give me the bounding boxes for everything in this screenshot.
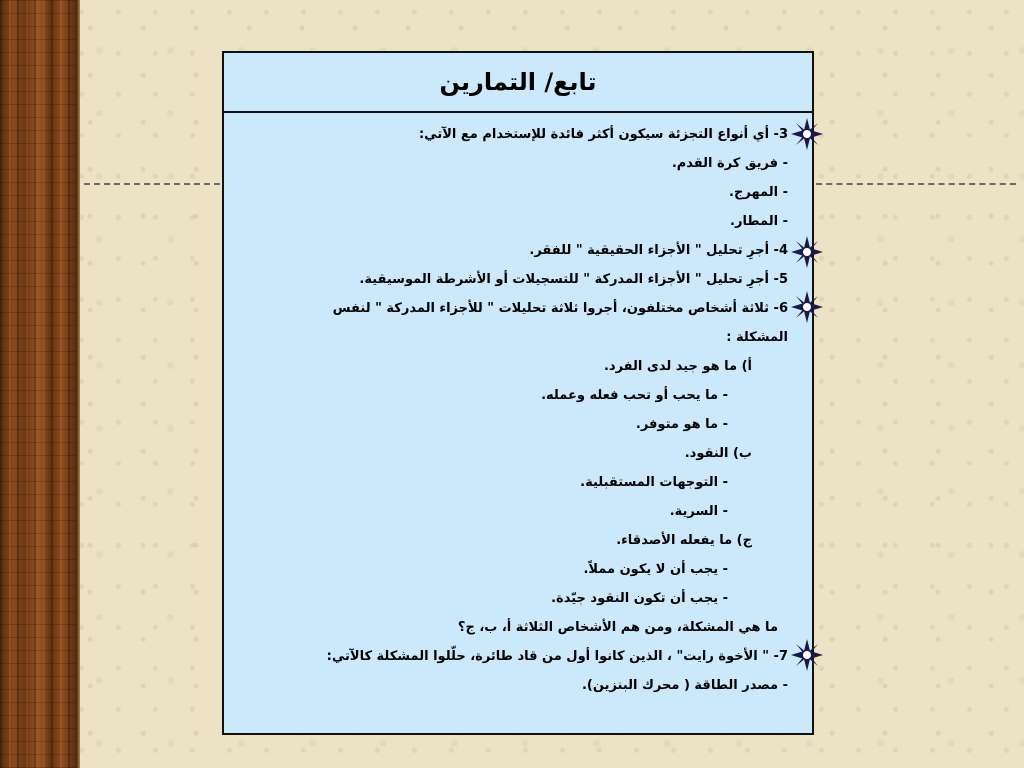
star-bullet-icon — [790, 117, 824, 151]
text-line-b2: - السرية. — [669, 504, 728, 519]
title-bar — [224, 53, 812, 113]
star-bullet-icon — [790, 290, 824, 324]
text-line-a2: - ما هو متوفر. — [635, 417, 728, 432]
text-line-c1: - يجب أن لا يكون مملاً. — [583, 562, 728, 577]
text-line-football: - فريق كرة القدم. — [671, 156, 788, 171]
text-line-c: ج) ما يفعله الأصدقاء. — [616, 533, 752, 548]
text-line-clown: - المهرج. — [729, 185, 788, 200]
text-line-airport: - المطار. — [730, 214, 788, 229]
wood-border-edge — [76, 0, 80, 768]
text-line-b1: - التوجهات المستقبلية. — [580, 475, 728, 490]
text-line-question: ما هي المشكلة، ومن هم الأشخاص الثلاثة أ، ب، ج؟ — [457, 620, 778, 635]
text-line-a: أ) ما هو جيد لدى الفرد. — [603, 359, 752, 374]
divider-left — [84, 183, 220, 185]
divider-right — [816, 183, 1016, 185]
wood-border — [0, 0, 76, 768]
text-line-b: ب) النقود. — [684, 446, 752, 461]
text-line-q6: 6- ثلاثة أشخاص مختلفون، أجروا ثلاثة تحليلات " للأجزاء المدركة " لنفس — [332, 301, 788, 316]
star-bullet-icon — [790, 638, 824, 672]
text-line-a1: - ما يحب أو تحب فعله وعمله. — [541, 388, 728, 403]
text-line-q3: 3- أي أنواع التجزئة سيكون أكثر فائدة للإستخدام مع الآتي: — [418, 127, 788, 142]
text-line-q4: 4- أجرِ تحليل " الأجزاء الحقيقية " للفقر. — [529, 243, 788, 258]
slide-title: تابع/ التمارين — [439, 68, 597, 96]
text-line-q5: 5- أجرِ تحليل " الأجزاء المدركة " للتسجيلات أو الأشرطة الموسيقية. — [359, 272, 788, 287]
star-bullet-icon — [790, 235, 824, 269]
text-line-energy: - مصدر الطاقة ( محرك البنزين). — [581, 678, 788, 693]
slide-panel — [222, 51, 814, 735]
text-line-q6-cont: المشكلة : — [726, 330, 788, 345]
text-line-c2: - يجب أن تكون النقود جيّدة. — [551, 591, 728, 606]
text-line-q7: 7- " الأخوة رايت" ، الذين كانوا أول من قاد طائرة، حلّلوا المشكلة كالآتي: — [326, 649, 788, 664]
